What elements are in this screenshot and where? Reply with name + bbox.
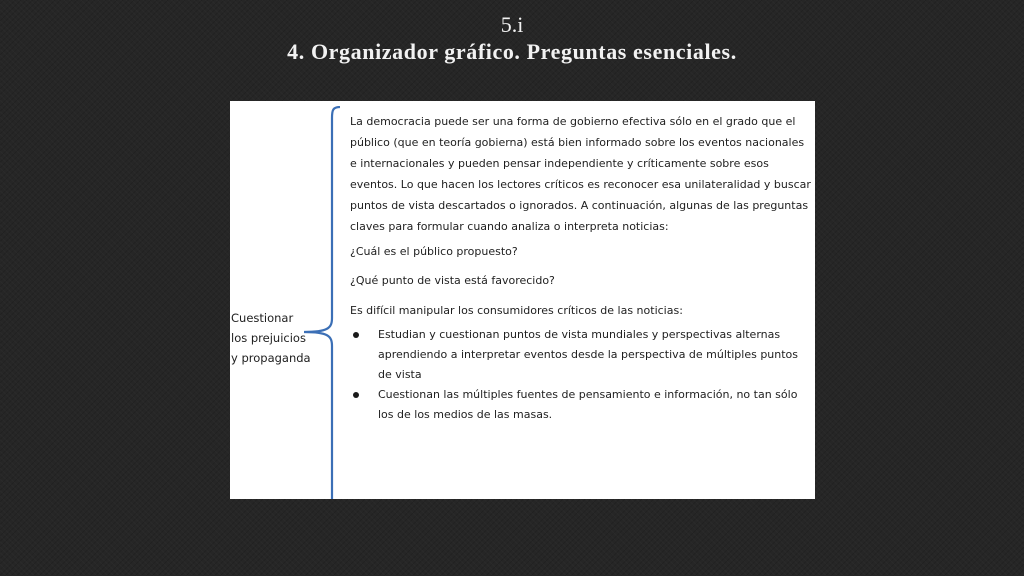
curly-brace bbox=[302, 106, 342, 499]
bullet-icon bbox=[353, 332, 359, 338]
graphic-organizer-image bbox=[230, 101, 815, 499]
organizer-content bbox=[350, 111, 812, 425]
question-point-of-view: ¿Qué punto de vista está favorecido? bbox=[350, 274, 555, 287]
question-audience: ¿Cuál es el público propuesto? bbox=[350, 245, 518, 258]
list-item bbox=[350, 325, 812, 385]
slide-heading: 4. Organizador gráfico. Preguntas esenciales. bbox=[287, 39, 737, 64]
side-label-line: y propaganda bbox=[231, 351, 311, 365]
critical-consumers-note: Es difícil manipular los consumidores críticos de las noticias: bbox=[350, 304, 683, 317]
slide-number: 5.i bbox=[500, 12, 524, 37]
brace-path bbox=[304, 107, 340, 499]
slide-title bbox=[0, 12, 1024, 66]
intro-paragraph: La democracia puede ser una forma de gobierno efectiva sólo en el grado que el público (que en teoría gobierna) está bien informado sobre los eventos nacionales e internacionales y pueden pensar independiente y críticamente sobre esos eventos. Lo que hacen los lectores críticos es reconocer esa unilateralidad y buscar puntos de vista descartados o ignorados. A continuación, algunas de las preguntas claves para formular cuando analiza o interpreta noticias: bbox=[350, 115, 811, 233]
side-label-line: los prejuicios bbox=[231, 331, 306, 345]
list-item bbox=[350, 385, 812, 425]
bullet-text: Cuestionan las múltiples fuentes de pensamiento e información, no tan sólo los de los medios de las masas. bbox=[378, 388, 798, 421]
bullet-text: Estudian y cuestionan puntos de vista mundiales y perspectivas alternas aprendiendo a interpretar eventos desde la perspectiva de múltiples puntos de vista bbox=[378, 328, 799, 381]
bullet-icon bbox=[353, 392, 359, 398]
side-label bbox=[231, 308, 311, 368]
bullet-list bbox=[350, 325, 812, 425]
side-label-line: Cuestionar bbox=[231, 311, 294, 325]
